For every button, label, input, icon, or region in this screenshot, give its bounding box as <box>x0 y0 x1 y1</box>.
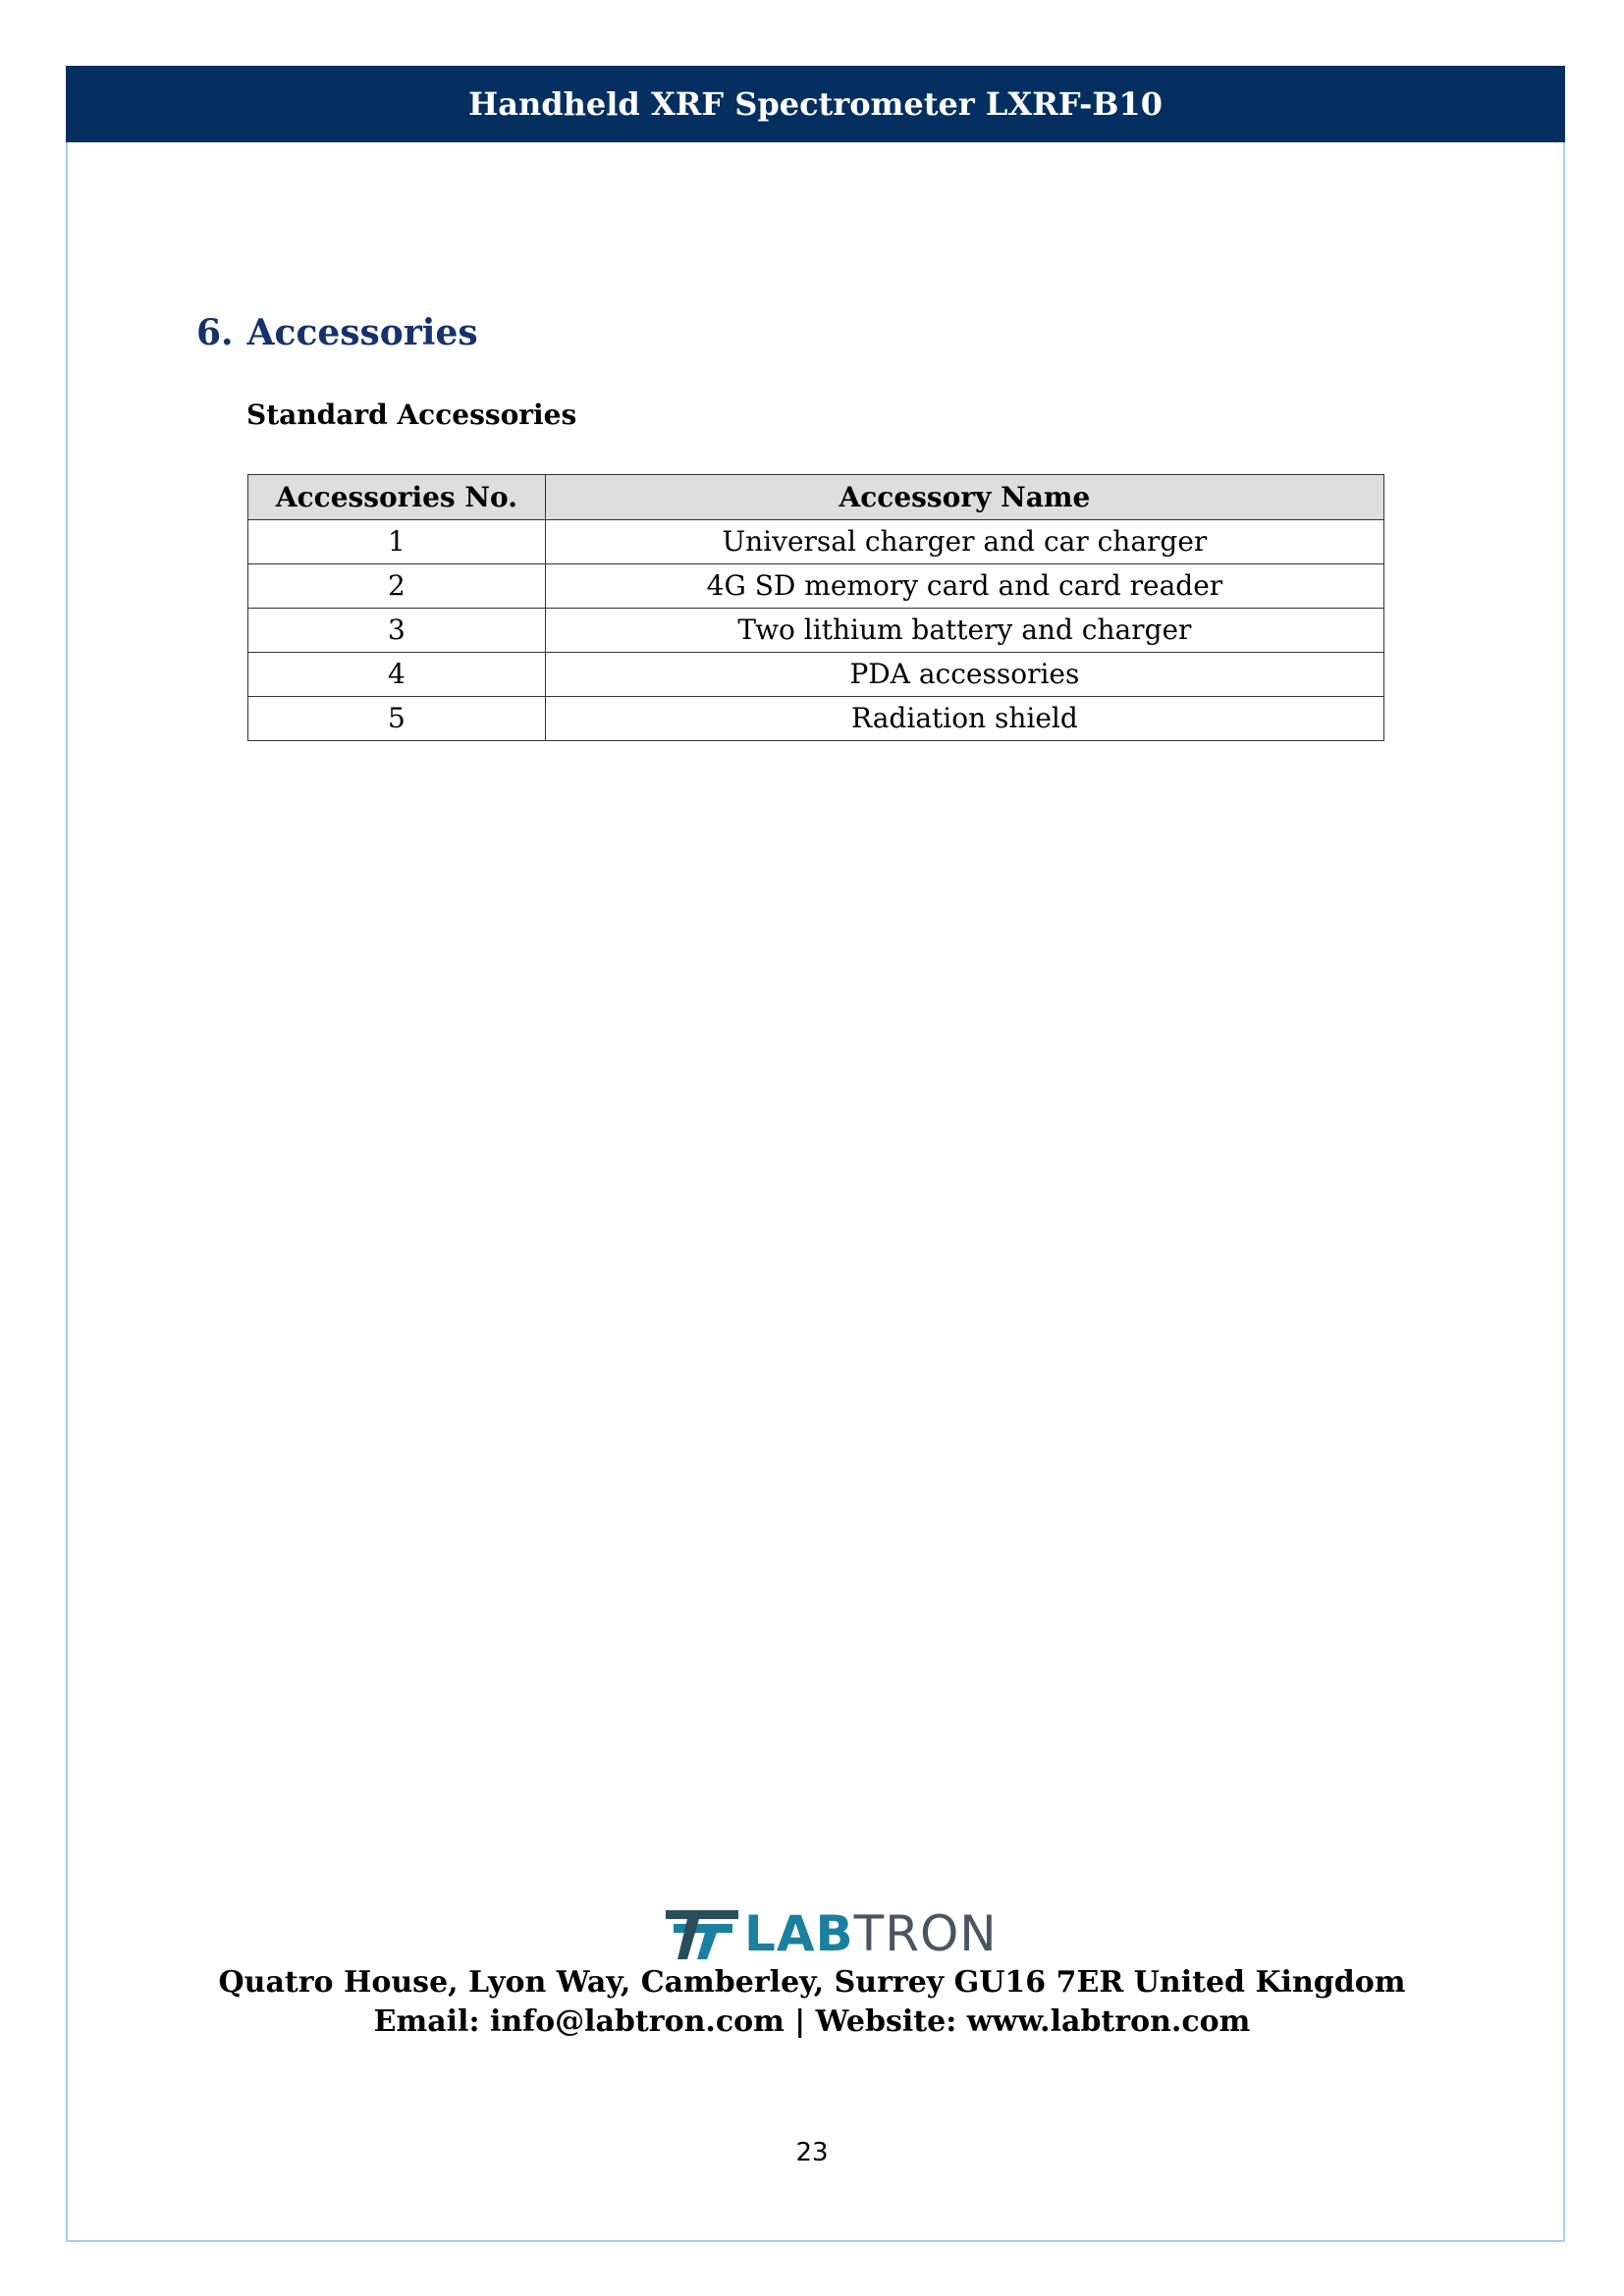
cell-name: PDA accessories <box>545 653 1383 697</box>
section-heading <box>196 312 478 353</box>
document-title: Handheld XRF Spectrometer LXRF-B10 <box>468 85 1163 123</box>
cell-number: 2 <box>248 564 546 609</box>
table-row <box>248 564 1384 609</box>
cell-number: 1 <box>248 520 546 564</box>
cell-number: 3 <box>248 609 546 653</box>
cell-name: Two lithium battery and charger <box>545 609 1383 653</box>
table-row <box>248 697 1384 741</box>
labtron-logo <box>666 1904 998 1963</box>
logo-wordmark <box>744 1905 998 1962</box>
footer-contact: Email: info@labtron.com | Website: www.labtron.com <box>373 2004 1251 2039</box>
table-header-row <box>248 475 1384 520</box>
page-number: 23 <box>795 2138 829 2167</box>
cell-name: Universal charger and car charger <box>545 520 1383 564</box>
table-row <box>248 520 1384 564</box>
table-row <box>248 653 1384 697</box>
cell-number: 5 <box>248 697 546 741</box>
table-row <box>248 609 1384 653</box>
footer-address: Quatro House, Lyon Way, Camberley, Surrey GU16 7ER United Kingdom <box>218 1965 1406 2000</box>
logo-text-tron: TRON <box>853 1905 998 1962</box>
subheading: Standard Accessories <box>246 399 577 431</box>
column-header-name: Accessory Name <box>545 475 1383 520</box>
section-title: Accessories <box>246 312 478 353</box>
section-number: 6. <box>196 312 234 353</box>
footer <box>0 1963 1624 2042</box>
cell-number: 4 <box>248 653 546 697</box>
column-header-number: Accessories No. <box>248 475 546 520</box>
labtron-logo-mark-icon <box>666 1906 738 1961</box>
logo-text-lab: LAB <box>744 1905 854 1962</box>
cell-name: 4G SD memory card and card reader <box>545 564 1383 609</box>
accessories-table <box>247 474 1384 741</box>
header-band <box>66 66 1565 142</box>
cell-name: Radiation shield <box>545 697 1383 741</box>
